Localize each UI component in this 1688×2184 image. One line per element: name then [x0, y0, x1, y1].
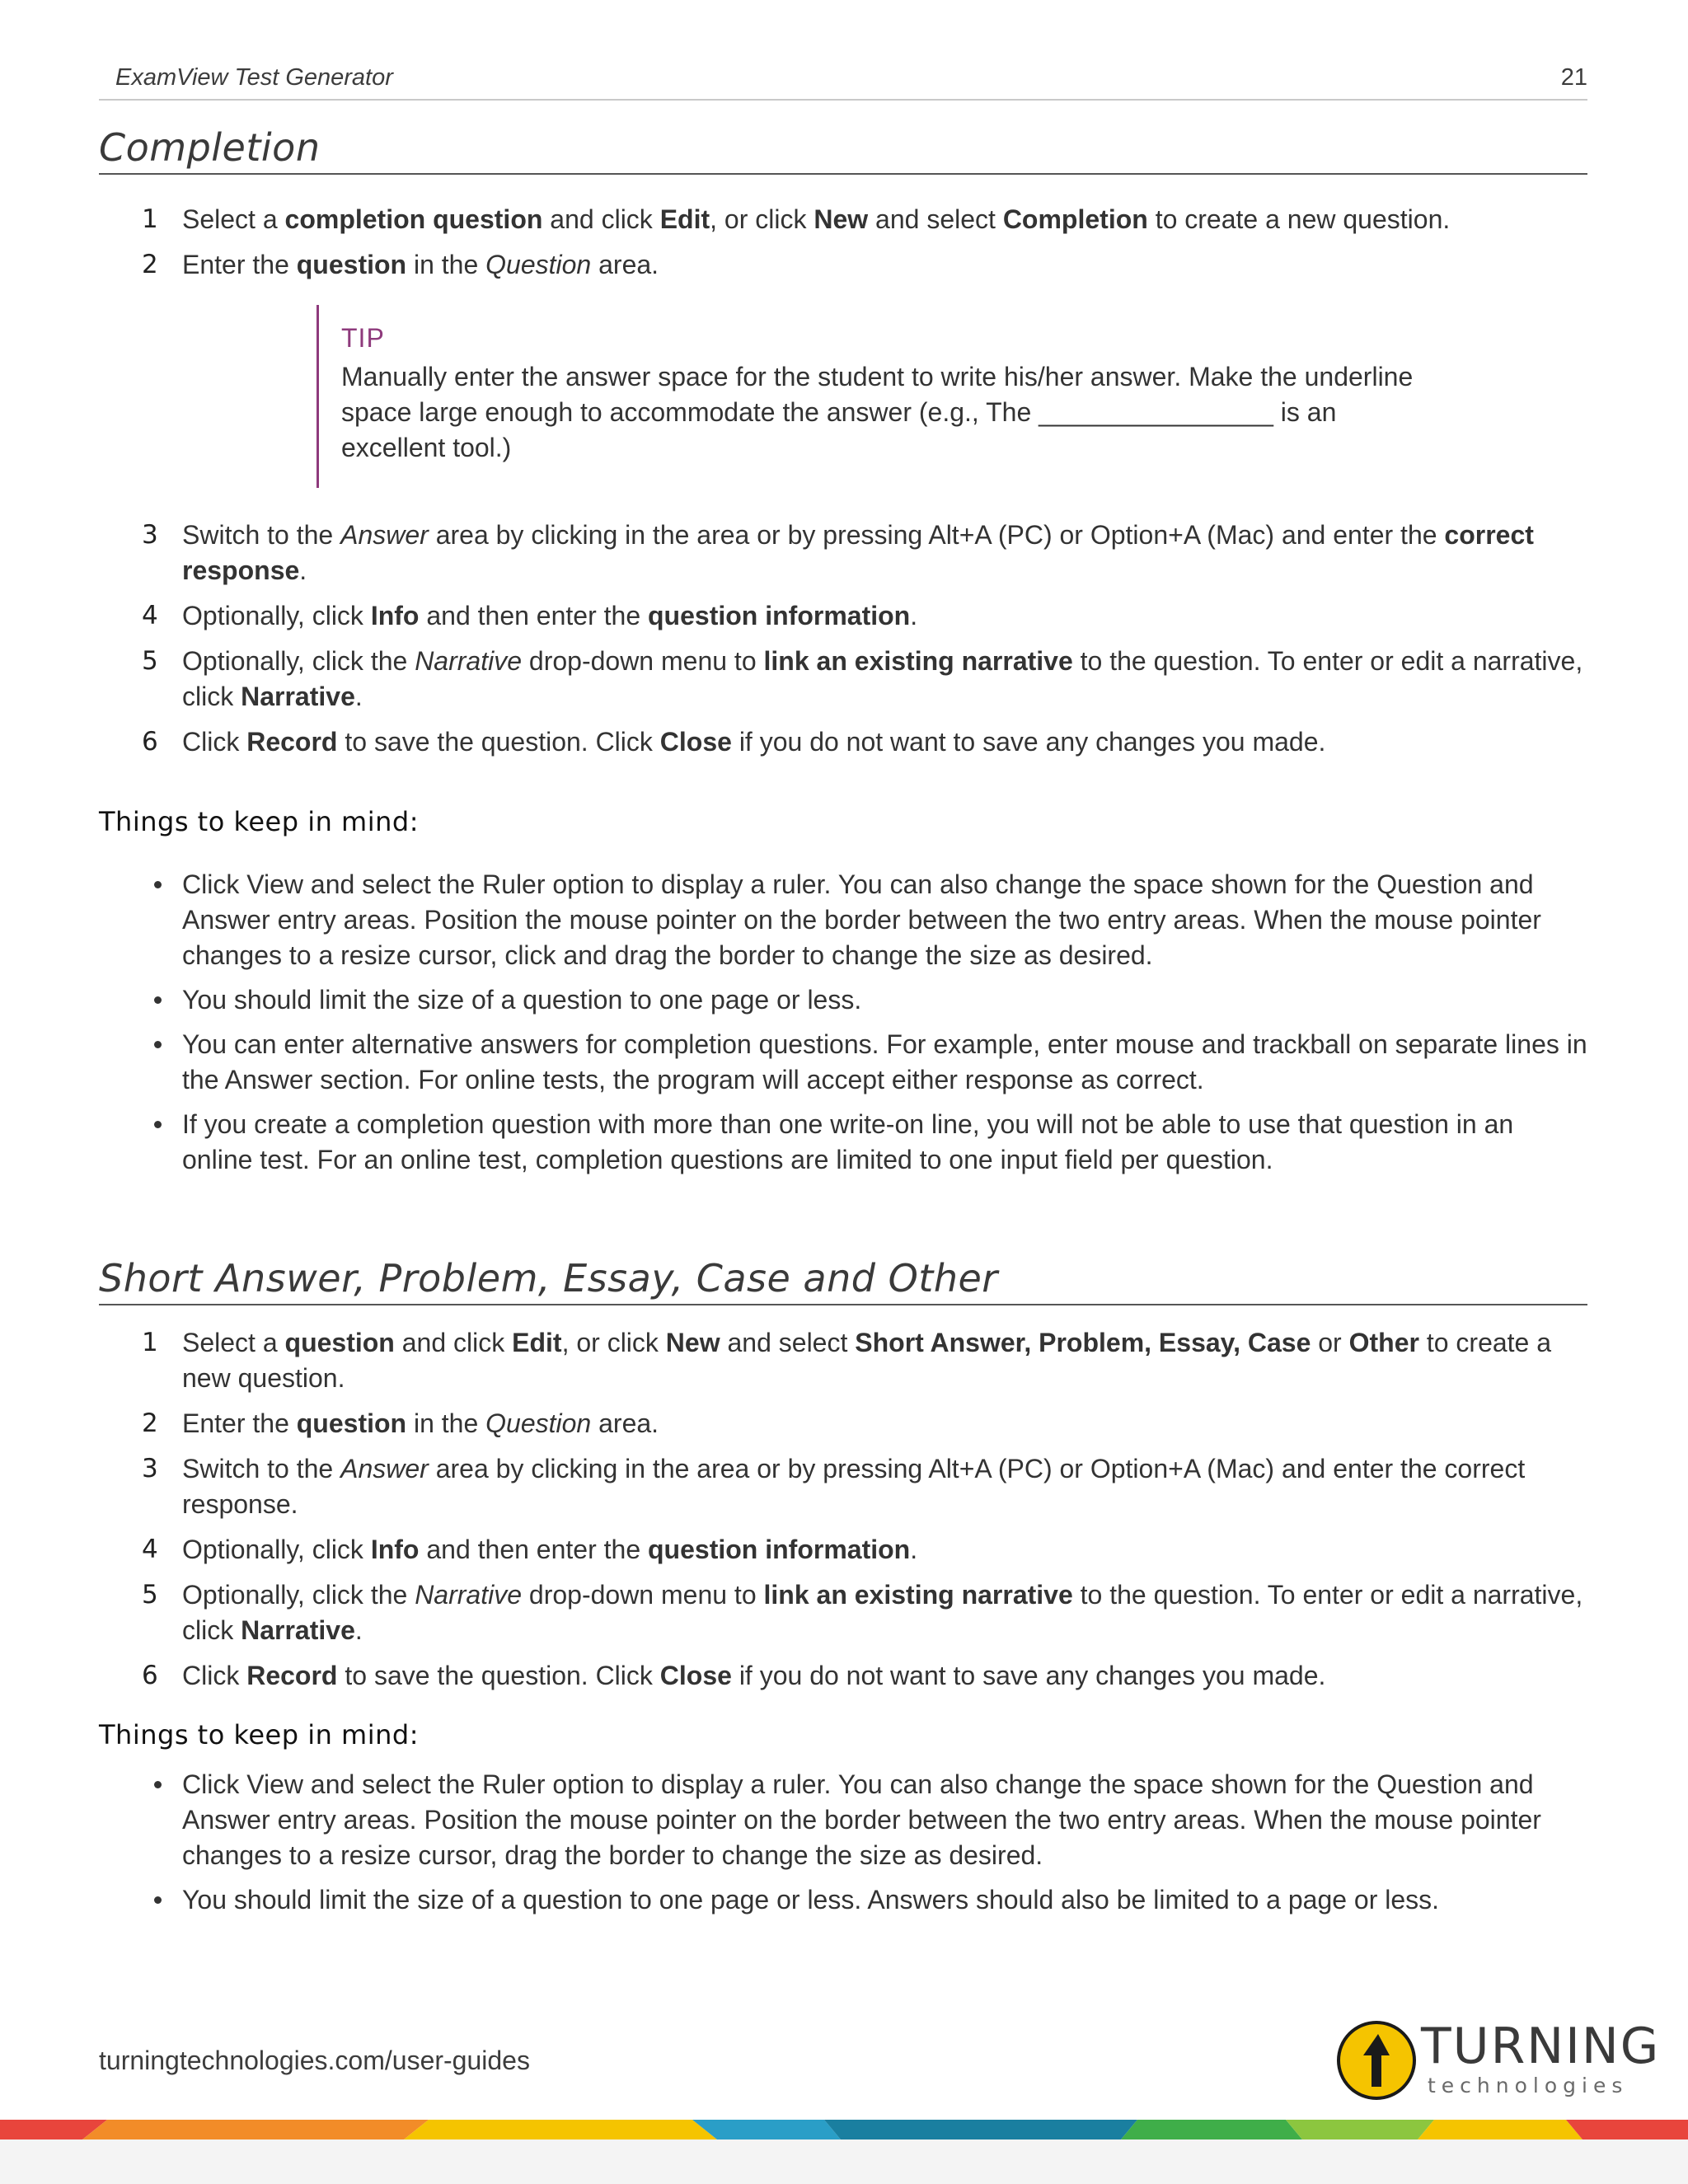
step-text: Switch to the Answer area by clicking in the area or by pressing Alt+A (PC) or Option+A (Mac) and enter the correct response. [182, 520, 1534, 585]
tip-label: TIP [341, 323, 385, 353]
step-item [99, 1658, 1587, 1694]
step-number: 2 [142, 1408, 158, 1438]
bullet-text: Click View and select the Ruler option to display a ruler. You can also change the space shown for the Question and Answer entry areas. Position the mouse pointer on the border between the two entry areas. When the mouse pointer changes to a resize cursor, click and drag the border to change the size as desired. [182, 869, 1541, 970]
step-item [99, 1532, 1587, 1568]
step-text: Optionally, click the Narrative drop-down menu to link an existing narrative to the question. To enter or edit a narrative, click Narrative. [182, 646, 1583, 711]
page-number: 21 [1560, 64, 1587, 91]
step-number: 4 [142, 1535, 158, 1564]
bullet-text: You should limit the size of a question to one page or less. [182, 985, 862, 1015]
bullet-dot-icon [154, 1781, 162, 1788]
step-text: Optionally, click Info and then enter the question information. [182, 601, 918, 630]
step-item [99, 202, 1587, 237]
keep-in-mind-heading: Things to keep in mind: [99, 1719, 419, 1750]
bullet-dot-icon [154, 1121, 162, 1128]
step-item [99, 724, 1587, 760]
step-item [99, 518, 1587, 588]
short-answer-bullets [99, 1767, 1587, 1927]
step-text: Optionally, click the Narrative drop-down menu to link an existing narrative to the question. To enter or edit a narrative, click Narrative. [182, 1580, 1583, 1645]
step-number: 3 [142, 1454, 158, 1483]
step-item [99, 247, 1587, 283]
step-text: Select a completion question and click Edit, or click New and select Completion to create a new question. [182, 204, 1451, 234]
short-answer-steps [99, 1325, 1587, 1704]
step-number: 1 [142, 204, 158, 234]
step-text: Select a question and click Edit, or click New and select Short Answer, Problem, Essay, Case or Other to create a new question. [182, 1328, 1552, 1393]
step-text: Click Record to save the question. Click Close if you do not want to save any changes you made. [182, 1661, 1326, 1690]
bullet-item [99, 1882, 1587, 1918]
completion-bullets [99, 867, 1587, 1187]
completion-steps-b [99, 518, 1587, 770]
bullet-text: Click View and select the Ruler option to display a ruler. You can also change the space shown for the Question and Answer entry areas. Position the mouse pointer on the border between the two entry areas. When the mouse pointer changes to a resize cursor, drag the border to change the size as desired. [182, 1769, 1541, 1870]
color-stripe [0, 2115, 1688, 2139]
logo-wordmark: TURNING [1421, 2018, 1661, 2075]
bullet-item [99, 1027, 1587, 1098]
step-text: Optionally, click Info and then enter the question information. [182, 1535, 918, 1564]
step-number: 1 [142, 1328, 158, 1357]
step-number: 5 [142, 1580, 158, 1610]
step-number: 6 [142, 727, 158, 757]
bottom-band [0, 2139, 1688, 2184]
bullet-item [99, 867, 1587, 973]
bullet-dot-icon [154, 1041, 162, 1048]
bullet-text: If you create a completion question with more than one write-on line, you will not be able to use that question in an online test. For an online test, completion questions are limited to one input field per question. [182, 1109, 1514, 1174]
step-number: 6 [142, 1661, 158, 1690]
step-item [99, 644, 1587, 715]
step-item [99, 598, 1587, 634]
step-number: 2 [142, 250, 158, 279]
tip-box [316, 305, 1473, 488]
step-text: Click Record to save the question. Click Close if you do not want to save any changes you made. [182, 727, 1326, 757]
step-text: Enter the question in the Question area. [182, 1408, 659, 1438]
bullet-dot-icon [154, 881, 162, 888]
step-item [99, 1451, 1587, 1522]
running-header [99, 61, 1587, 101]
step-item [99, 1577, 1587, 1648]
footer-url-link[interactable]: turningtechnologies.com/user-guides [99, 2046, 530, 2075]
turning-arrow-icon [1335, 2018, 1418, 2100]
step-item [99, 1406, 1587, 1441]
bullet-dot-icon [154, 996, 162, 1004]
completion-steps-a [99, 202, 1587, 293]
step-item [99, 1325, 1587, 1396]
bullet-text: You can enter alternative answers for completion questions. For example, enter mouse and trackball on separate lines in the Answer section. For online tests, the program will accept either response as correct. [182, 1029, 1587, 1094]
keep-in-mind-heading: Things to keep in mind: [99, 806, 419, 837]
step-text: Switch to the Answer area by clicking in the area or by pressing Alt+A (PC) or Option+A (Mac) and enter the correct response. [182, 1454, 1526, 1519]
step-number: 4 [142, 601, 158, 630]
step-text: Enter the question in the Question area. [182, 250, 659, 279]
section-heading-short-answer: Short Answer, Problem, Essay, Case and Other [99, 1253, 1587, 1305]
bullet-item [99, 1107, 1587, 1178]
logo-subtitle: technologies [1428, 2074, 1629, 2097]
running-title: ExamView Test Generator [115, 64, 393, 91]
bullet-text: You should limit the size of a question to one page or less. Answers should also be limited to a page or less. [182, 1885, 1440, 1915]
step-number: 5 [142, 646, 158, 676]
bullet-dot-icon [154, 1896, 162, 1904]
tip-text: Manually enter the answer space for the student to write his/her answer. Make the underline space large enough to accommodate the answer (e.g., The ________________ is an excellent tool.) [341, 362, 1414, 462]
turning-technologies-logo [1335, 2018, 1661, 2100]
bullet-item [99, 1767, 1587, 1873]
step-number: 3 [142, 520, 158, 550]
bullet-item [99, 982, 1587, 1018]
section-heading-completion: Completion [99, 122, 1587, 175]
